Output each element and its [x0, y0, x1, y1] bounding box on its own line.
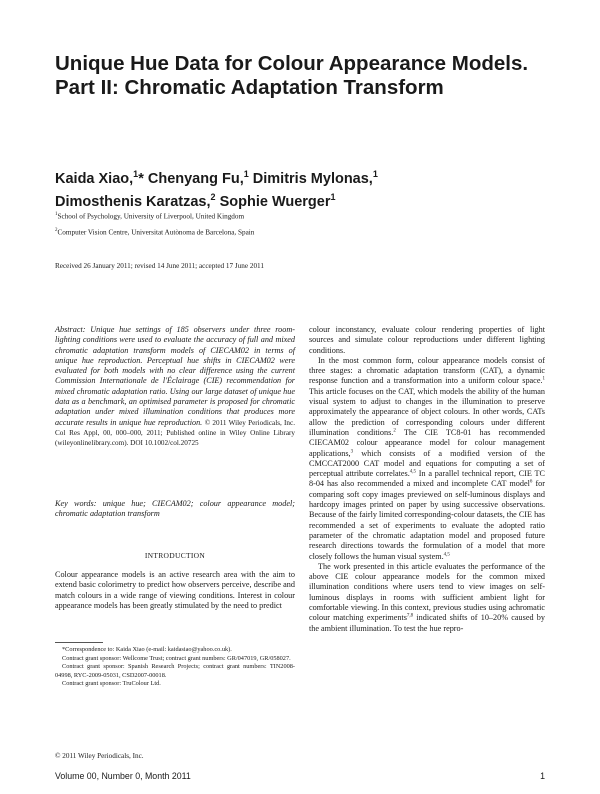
- intro-paragraph: Colour appearance models is an active research area with the aim to extend basic colorimetry to predict how observers perceive, describe and match colours in a wide range of viewing conditions. Interest in colour appearance models has been greatly stimulated by the need to predict: [55, 570, 295, 610]
- author-line: [55, 165, 555, 188]
- keywords: Key words: unique hue; CIECAM02; colour appearance model; chromatic adaptation transform: [55, 499, 295, 519]
- right-column: [309, 325, 545, 634]
- abstract-text: Abstract: Unique hue settings of 185 observers under three room-lighting conditions were used to evaluate the accuracy of full and mixed chromatic adaptation transform models of CIECAM02 in terms of unique hue reproduction. Perceptual hue shifts in CIECAM02 were evaluated for both models with no clear difference using the current Commission Internationale de l'Éclairage (CIE) recommendation for mixed chromatic adaptation ratio. Using our large dataset of unique hue data as a benchmark, an optimised parameter is proposed for chromatic adaptation under mixed illumination conditions that produces more accurate results in unique hue reproduction.: [55, 325, 295, 427]
- author-affiliation-mark: 1: [330, 191, 336, 202]
- citation-mark: 4,5: [443, 551, 450, 557]
- author-separator: *: [138, 170, 148, 187]
- affiliation-text: School of Psychology, University of Liverpool, United Kingdom: [57, 212, 245, 221]
- author-name: Dimosthenis Karatzas,: [55, 193, 211, 210]
- paper-title: Unique Hue Data for Colour Appearance Models. Part II: Chromatic Adaptation Transform: [55, 52, 529, 99]
- affiliation-text: Computer Vision Centre, Universitat Autònoma de Barcelona, Spain: [57, 228, 255, 237]
- footnote-correspondence: *Correspondence to: Kaida Xiao (e-mail: kaidasiao@yahoo.co.uk).: [62, 646, 232, 653]
- body-paragraph: In the most common form, colour appearance models consist of three stages: a chromatic adaptation transform (CAT), a dynamic response function and a transformation into a uniform colour space.$^1$ This article focuses on the CAT, which models the ability of the human visual system to adjust to changes in the illumination to preserve approximately the appearance of object colours. In other words, CATs allow the prediction of corresponding colours under different illumination conditions.$^2$ The CIE TC8-01 has recommended CIECAM02 colour appearance model for colour management applications,$^3$ which consists of a modified version of the CMCCAT2000 CAT model and equations for computing a set of perceptual attribute correlates.$^{4,5}$ In a parallel technical report, CIE TC 8-04 has also recommended a mixed and incomplete CAT model$^6$ for comparing soft copy images previewed on self-luminous displays and hardcopy images printed on paper by using successive observations. Because of the fairly limited corresponding-colour datasets, the CIE has recommended a set of experiments to evaluate the adopted ratio parameter of the chromatic adaptation model and proposed future research directions towards the formulation of a model that more closely follows the human visual system.$^{4,5}$: [309, 355, 545, 561]
- footnotes: [55, 646, 295, 689]
- author-affiliation-mark: 1: [243, 169, 249, 179]
- abstract: [55, 325, 295, 449]
- author-affiliation-mark: 1: [133, 169, 139, 179]
- footnote-grant: Contract grant sponsor: Wellcome Trust; contract grant numbers: GR/047019, GR/058027.: [62, 654, 291, 662]
- author-name: Sophie Wuerger: [219, 193, 331, 210]
- affiliation: [55, 210, 555, 221]
- citation-mark: 1: [542, 376, 545, 382]
- affiliation: [55, 226, 555, 237]
- abstract-citation: © 2011 Wiley Periodicals, Inc. Col Res Appl, 00, 000–000, 2011; Published online in Wiley Online Library (wileyonlinelibrary.com). DOI 10.1002/col.20725: [55, 418, 296, 448]
- page-number: 1: [540, 771, 545, 781]
- citation-mark: 7,8: [406, 613, 414, 619]
- author-name: Chenyang Fu,: [147, 170, 244, 187]
- citation-mark: 4,5: [409, 469, 417, 475]
- author-affiliation-mark: 2: [210, 191, 216, 202]
- journal-volume-footer: Volume 00, Number 0, Month 2011: [55, 771, 191, 781]
- affiliation-mark: 1: [55, 212, 58, 217]
- citation-mark: 3: [350, 448, 354, 454]
- citation-mark: 2: [393, 428, 396, 434]
- received-dates: Received 26 January 2011; revised 14 June 2011; accepted 17 June 2011: [55, 262, 264, 270]
- author-name: Kaida Xiao,: [55, 170, 134, 187]
- copyright-notice: © 2011 Wiley Periodicals, Inc.: [55, 752, 144, 760]
- footnote-grant: Contract grant sponsor: TruColour Ltd.: [62, 680, 161, 688]
- citation-mark: 6: [529, 479, 533, 485]
- footnote-grant: Contract grant sponsor: Spanish Research Projects; contract grant numbers: TIN2008-04998, RYC-2009-05031, CSD2007-00018.: [55, 663, 295, 679]
- author-list: [55, 165, 555, 211]
- section-heading-introduction: INTRODUCTION: [144, 551, 206, 560]
- body-paragraph: colour inconstancy, evaluate colour rendering properties of light sources and simulate colour reproductions under different lighting conditions.: [309, 325, 545, 355]
- footnote-divider: [55, 642, 103, 643]
- body-paragraph: The work presented in this article evaluates the performance of the above CIE colour appearance models for the common mixed illumination conditions where users tend to view images on self-luminous displays in rooms with sufficient ambient light for comfortable viewing. In this context, previous studies using achromatic colour matching experiments$^{7,8}$ indicated shifts of 10–20% caused by the ambient illumination. To test the hue repro-: [309, 561, 545, 633]
- author-name: Dimitris Mylonas,: [252, 170, 373, 187]
- affiliation-mark: 2: [55, 228, 58, 233]
- author-line: [55, 188, 555, 211]
- author-affiliation-mark: 1: [372, 169, 378, 179]
